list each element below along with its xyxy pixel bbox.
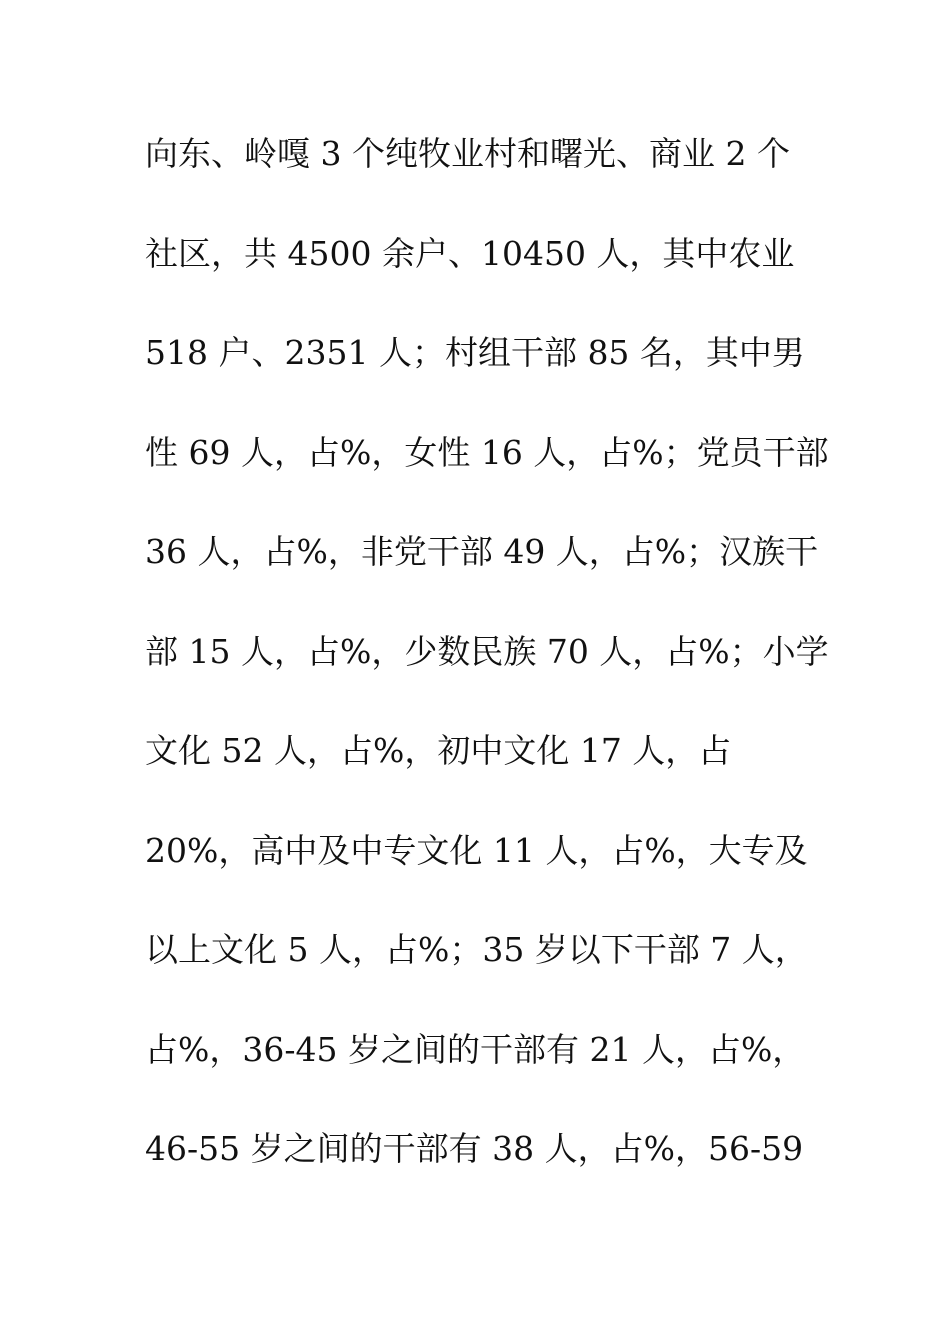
text-line-2: 社区，共 4500 余户、10450 人，其中农业 [145, 233, 795, 273]
text-line-8: 20%，高中及中专文化 11 人，占%，大专及 [145, 830, 808, 870]
body-text [145, 122, 829, 1217]
text-line-9: 以上文化 5 人，占%；35 岁以下干部 7 人， [145, 930, 808, 969]
text-line-1: 向东、岭嘎 3 个纯牧业村和曙光、商业 2 个 [145, 134, 790, 173]
text-line-6: 部 15 人，占%，少数民族 70 人，占%；小学 [145, 631, 829, 671]
text-line-7: 文化 52 人，占%，初中文化 17 人，占 [145, 731, 732, 770]
text-line-11: 46-55 岁之间的干部有 38 人，占%，56-59 [145, 1129, 804, 1168]
text-line-3: 518 户、2351 人；村组干部 85 名，其中男 [145, 333, 805, 372]
text-line-10: 占%，36-45 岁之间的干部有 21 人，占%， [145, 1029, 806, 1069]
text-line-5: 36 人，占%，非党干部 49 人，占%；汉族干 [145, 532, 819, 571]
text-line-4: 性 69 人，占%，女性 16 人，占%；党员干部 [145, 432, 829, 472]
